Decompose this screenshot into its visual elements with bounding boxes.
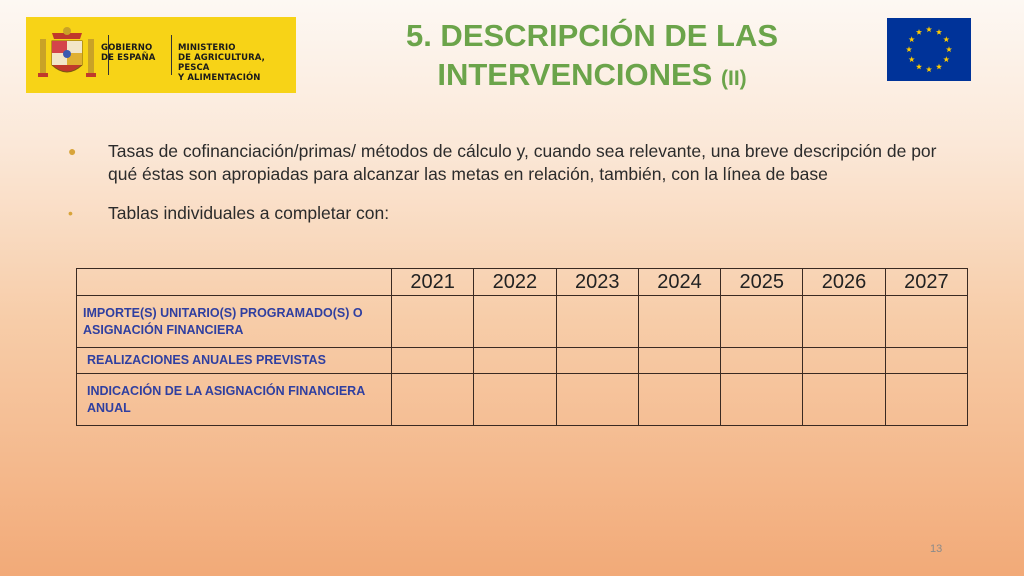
bullet-item (68, 202, 968, 225)
table-row (77, 374, 968, 426)
table-cell[interactable] (392, 348, 474, 374)
year-2022: 2022 (474, 269, 556, 296)
row-label-importe: IMPORTE(S) UNITARIO(S) PROGRAMADO(S) O ASIGNACIÓN FINANCIERA (77, 296, 392, 348)
table-cell[interactable] (556, 374, 638, 426)
table-cell[interactable] (474, 296, 556, 348)
year-2021: 2021 (392, 269, 474, 296)
bullet-dot-icon: ● (68, 143, 77, 159)
table-cell[interactable] (474, 374, 556, 426)
table-cell[interactable] (721, 374, 803, 426)
table-cell[interactable] (638, 374, 720, 426)
logo-ministerio-line3: Y ALIMENTACIÓN (178, 73, 261, 83)
logo-ministerio-line1: MINISTERIO (178, 43, 236, 53)
table-header-row (77, 269, 968, 296)
table-cell[interactable] (392, 296, 474, 348)
slide-title (300, 16, 884, 98)
row-label-realizaciones: REALIZACIONES ANUALES PREVISTAS (77, 348, 392, 374)
table-cell[interactable] (638, 296, 720, 348)
government-logo (26, 17, 296, 93)
table-cell[interactable] (556, 296, 638, 348)
eu-flag-icon (887, 18, 971, 81)
year-2026: 2026 (803, 269, 885, 296)
table-corner-cell (77, 269, 392, 296)
bullet-item (68, 140, 968, 186)
bullet-text-2: Tablas individuales a completar con: (108, 203, 390, 223)
year-2027: 2027 (885, 269, 967, 296)
table-cell[interactable] (474, 348, 556, 374)
coat-of-arms-icon (38, 25, 96, 85)
logo-gobierno-line2: DE ESPAÑA (101, 53, 156, 63)
bullet-list (68, 140, 968, 241)
table-cell[interactable] (556, 348, 638, 374)
title-line2: INTERVENCIONES (437, 57, 713, 92)
title-suffix: (II) (721, 67, 747, 90)
table-cell[interactable] (803, 348, 885, 374)
table-row (77, 296, 968, 348)
title-line1: 5. DESCRIPCIÓN DE LAS (405, 18, 779, 53)
logo-ministerio-line2: DE AGRICULTURA, PESCA (178, 53, 265, 73)
table-cell[interactable] (803, 296, 885, 348)
page-number: 13 (930, 543, 943, 555)
row-label-indicacion: INDICACIÓN DE LA ASIGNACIÓN FINANCIERA ANUAL (77, 374, 392, 426)
table-cell[interactable] (885, 374, 967, 426)
allocation-table (76, 268, 968, 426)
bullet-dot-icon: • (68, 205, 73, 221)
table-cell[interactable] (638, 348, 720, 374)
table-cell[interactable] (885, 296, 967, 348)
year-2024: 2024 (638, 269, 720, 296)
logo-gobierno-line1: GOBIERNO (101, 43, 153, 53)
year-2025: 2025 (721, 269, 803, 296)
table-cell[interactable] (721, 296, 803, 348)
table-cell[interactable] (803, 374, 885, 426)
table-cell[interactable] (721, 348, 803, 374)
bullet-text-1: Tasas de cofinanciación/primas/ métodos de cálculo y, cuando sea relevante, una breve descripción de por qué éstas son apropiadas para alcanzar las metas en relación, también, con la línea de base (108, 141, 937, 184)
year-2023: 2023 (556, 269, 638, 296)
table-row (77, 348, 968, 374)
table-cell[interactable] (392, 374, 474, 426)
table-cell[interactable] (885, 348, 967, 374)
